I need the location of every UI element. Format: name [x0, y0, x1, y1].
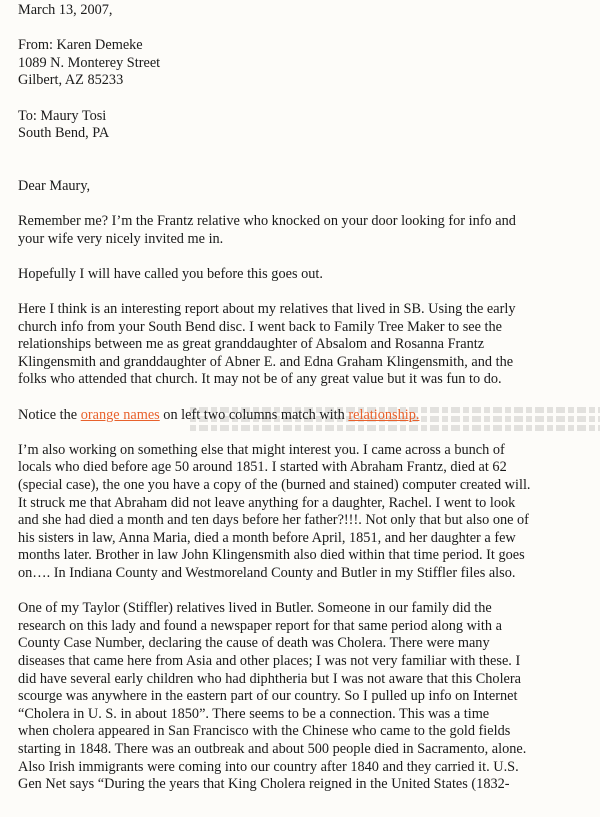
text-line: locals who died before age 50 around 1851. I started with Abraham Frantz, died at 62: [18, 459, 507, 476]
text-line: your wife very nicely invited me in.: [18, 230, 224, 247]
salutation: Dear Maury,: [18, 177, 91, 194]
text-line: starting in 1848. There was an outbreak and about 500 people died in Sacramento, alone.: [18, 740, 527, 757]
text-line: Hopefully I will have called you before this goes out.: [18, 265, 323, 282]
text-line: Also Irish immigrants were coming into our country after 1840 and they carried it. U.S.: [18, 758, 519, 775]
recipient-name: To: Maury Tosi: [18, 107, 107, 124]
sender-name: From: Karen Demeke: [18, 37, 143, 54]
text-line: It struck me that Abraham did not leave anything for a daughter, Rachel. I went to look: [18, 494, 516, 511]
sender-address: [18, 37, 598, 90]
orange-names-highlight: orange names: [80, 406, 160, 423]
text-line: “Cholera in U. S. in about 1850”. There seems to be a connection. This was a time: [18, 705, 490, 722]
text-line: research on this lady and found a newspaper report for that same period along with a: [18, 617, 502, 634]
relationship-highlight: relationship.: [348, 406, 420, 423]
letter-body: [18, 0, 598, 794]
text-line: folks who attended that church. It may not be of any great value but it was fun to do.: [18, 371, 502, 388]
text-line: One of my Taylor (Stiffler) relatives lived in Butler. Someone in our family did the: [18, 600, 492, 617]
text-line: (special case), the one you have a copy of the (burned and stained) computer created will.: [18, 477, 531, 494]
paragraph-1: [18, 213, 598, 248]
letter-date: March 13, 2007,: [18, 2, 113, 18]
text-line: relationships between me as great granddaughter of Absalom and Rosanna Frantz: [18, 336, 485, 353]
text-line: [18, 407, 598, 425]
text-line: I’m also working on something else that might interest you. I came across a bunch of: [18, 441, 505, 458]
text-line: Klingensmith and granddaughter of Abner E. and Edna Graham Klingensmith, and the: [18, 353, 514, 370]
text-run: on left two columns match with: [159, 406, 349, 423]
text-line: did have several early children who had diphtheria but I was not aware that this Cholera: [18, 670, 522, 687]
paragraph-4: [18, 407, 598, 425]
text-line: diseases that came here from Asia and other places; I was not very familiar with these. I: [18, 652, 521, 669]
sender-street: 1089 N. Monterey Street: [18, 54, 161, 71]
text-line: Remember me? I’m the Frantz relative who knocked on your door looking for info and: [18, 213, 516, 230]
paragraph-3: [18, 301, 598, 389]
paragraph-5: [18, 442, 598, 583]
text-line: and she had died a month and ten days before her father?!!!. Not only that but also one of: [18, 512, 529, 529]
text-line: months later. Brother in law John Klingensmith also died within that time period. It goes: [18, 547, 525, 564]
paragraph-2: [18, 266, 598, 284]
text-line: scourge was anywhere in the eastern part of our country. So I pulled up info on Internet: [18, 688, 518, 705]
text-line: on…. In Indiana County and Westmoreland County and Butler in my Stiffler files also.: [18, 565, 516, 581]
sender-city: Gilbert, AZ 85233: [18, 72, 124, 89]
text-line: Here I think is an interesting report about my relatives that lived in SB. Using the early: [18, 301, 516, 318]
text-line: when cholera appeared in San Francisco with the Chinese who came to the gold fields: [18, 723, 511, 740]
text-line: church info from your South Bend disc. I went back to Family Tree Maker to see the: [18, 318, 503, 335]
recipient-address: [18, 108, 598, 143]
text-line: County Case Number, declaring the cause of death was Cholera. There were many: [18, 635, 490, 652]
text-line: Gen Net says “During the years that King Cholera reigned in the United States (1832-: [18, 776, 510, 793]
recipient-city: South Bend, PA: [18, 125, 110, 142]
paragraph-6: [18, 600, 598, 794]
text-line: his sisters in law, Anna Maria, died a month before April, 1851, and her daughter a few: [18, 529, 516, 546]
text-run: Notice the: [18, 406, 81, 423]
